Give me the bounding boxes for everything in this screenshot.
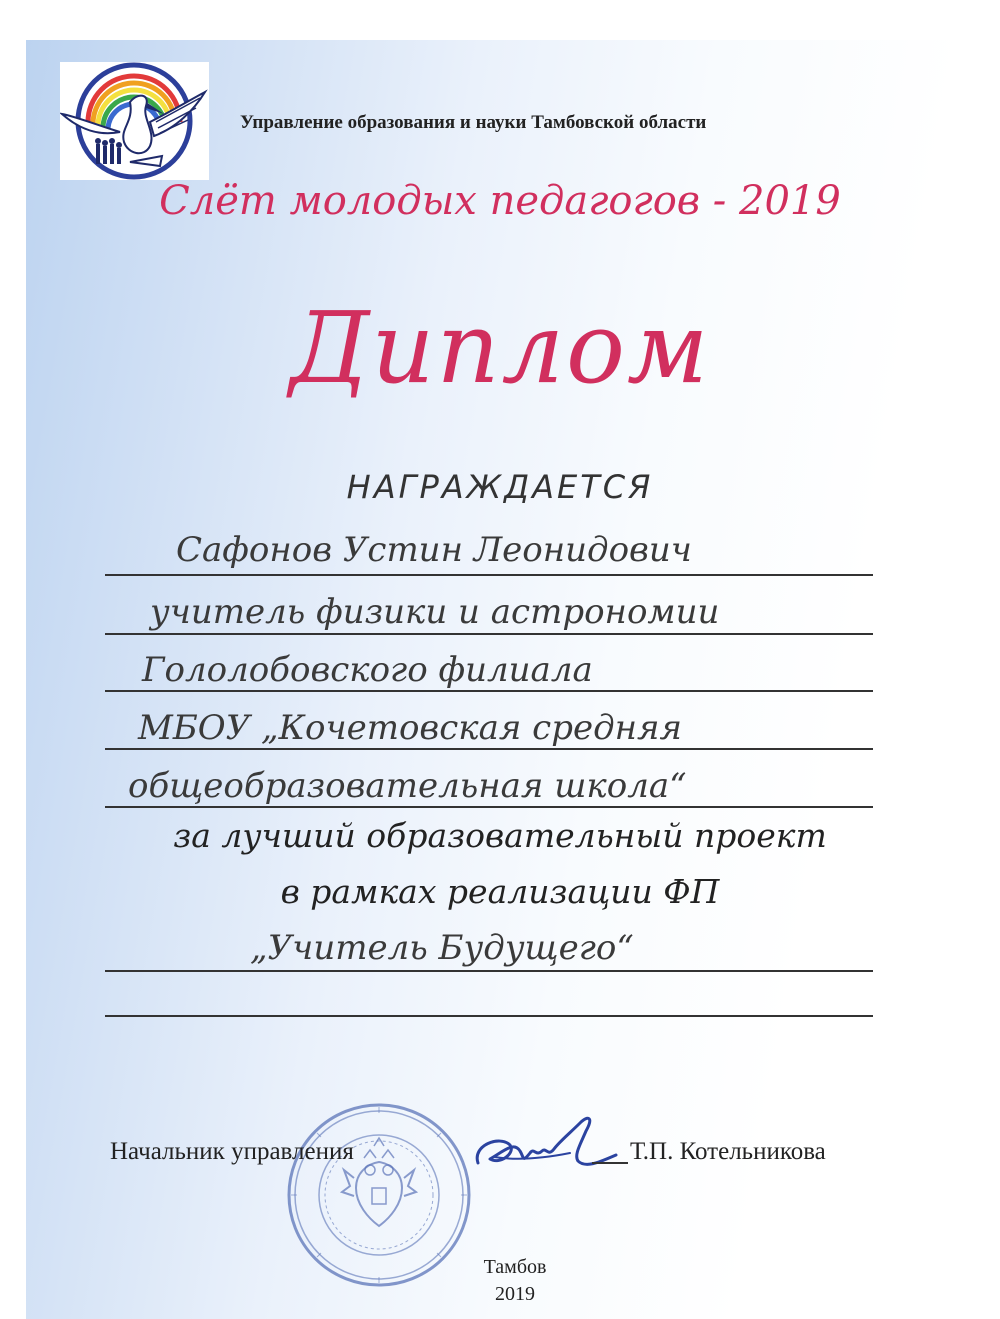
signatory-position: Начальник управления xyxy=(110,1138,354,1165)
recipient-position: учитель физики и астрономии xyxy=(150,592,720,632)
project-name: „Учитель Будущего“ xyxy=(250,928,634,968)
stork-rainbow-logo-icon xyxy=(60,62,209,180)
rule-line xyxy=(105,748,873,750)
rule-line xyxy=(105,806,873,808)
award-reason-line2: в рамках реализации ФП xyxy=(280,872,720,911)
rule-line xyxy=(105,970,873,972)
rule-line xyxy=(105,1015,873,1017)
diploma-title: Диплом xyxy=(289,292,711,406)
event-title: Слёт молодых педагогов - 2019 xyxy=(159,178,841,224)
recipient-school-line1: МБОУ „Кочетовская средняя xyxy=(138,708,683,748)
award-reason-line1: за лучший образовательный проект xyxy=(173,816,827,855)
awarded-label: НАГРАЖДАЕТСЯ xyxy=(346,468,654,506)
issue-city: Тамбов xyxy=(483,1256,547,1278)
issue-year: 2019 xyxy=(495,1283,535,1305)
rule-line xyxy=(105,574,873,576)
recipient-name: Сафонов Устин Леонидович xyxy=(176,530,692,570)
rule-line xyxy=(105,633,873,635)
signatory-name: Т.П. Котельникова xyxy=(630,1138,826,1165)
signature-dash xyxy=(592,1162,628,1164)
organization-name: Управление образования и науки Тамбовской области xyxy=(240,112,707,133)
recipient-branch: Гололобовского филиала xyxy=(142,650,593,690)
handwritten-signature-icon xyxy=(470,1105,620,1180)
recipient-school-line2: общеобразовательная школа“ xyxy=(128,766,687,806)
rule-line xyxy=(105,690,873,692)
